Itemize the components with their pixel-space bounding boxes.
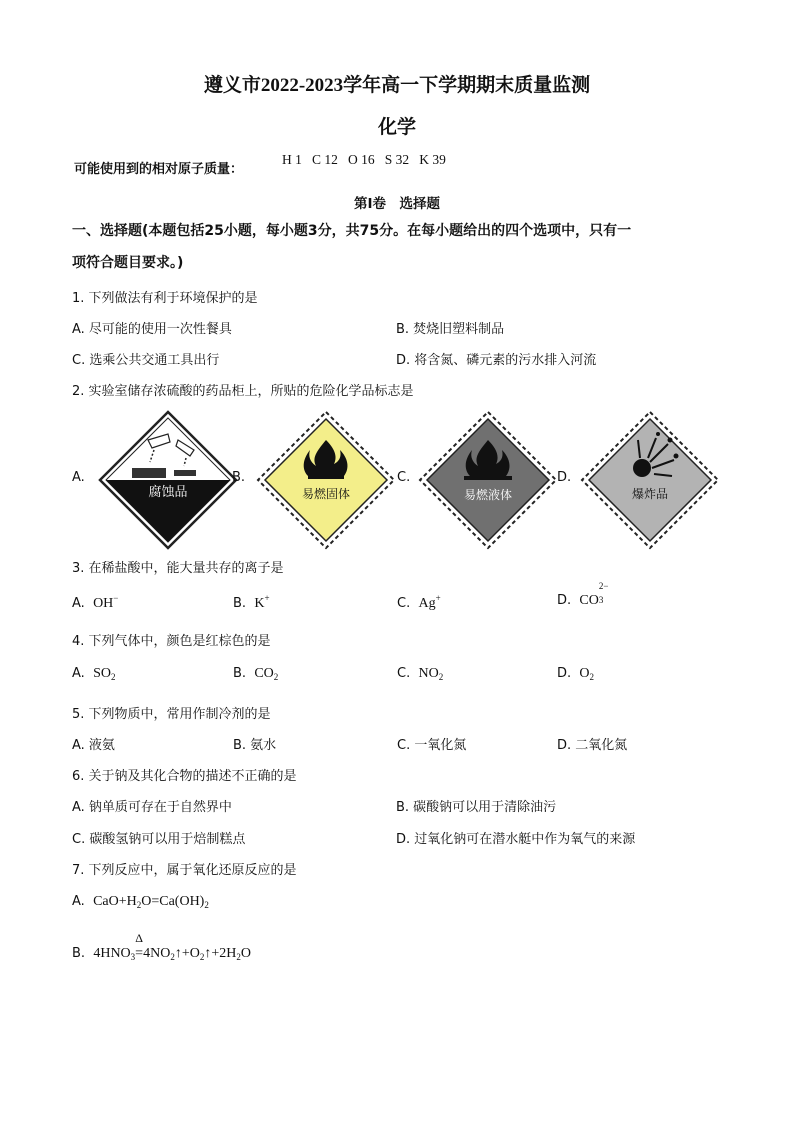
option-letter: A. <box>72 596 85 611</box>
explosive-hazard-icon <box>580 410 720 550</box>
equation-subscript: 3 <box>130 952 136 962</box>
heat-condition: Δ <box>135 931 143 945</box>
question-5-option-a[interactable]: A. 液氨 <box>72 738 115 753</box>
option-letter: D. <box>557 593 572 608</box>
equation-subscript: 2 <box>204 900 209 910</box>
flammable-liquid-sign[interactable] <box>418 410 558 550</box>
question-6-stem: 6. 关于钠及其化合物的描述不正确的是 <box>72 769 297 784</box>
equation-part: 4HNO <box>93 946 131 961</box>
equation-part: O <box>240 946 251 961</box>
subject-title: 化学 <box>377 116 416 138</box>
flammable-solid-hazard-icon <box>256 410 396 550</box>
equation-subscript: 2 <box>136 900 142 910</box>
gas-formula <box>579 666 594 681</box>
formula-charge: + <box>264 593 270 603</box>
option-letter: A. <box>72 894 85 909</box>
explosive-sign[interactable] <box>580 410 720 550</box>
formula-base: O <box>579 666 590 681</box>
question-5-stem: 5. 下列物质中，常用作制冷剂的是 <box>72 707 271 722</box>
formula-subscript: 2 <box>273 672 279 682</box>
question-3-stem: 3. 在稀盐酸中，能大量共存的离子是 <box>72 561 284 576</box>
question-7-stem: 7. 下列反应中，属于氧化还原反应的是 <box>72 863 297 878</box>
question-1-option-d[interactable]: D. 将含氮、磷元素的污水排入河流 <box>396 353 597 368</box>
equation-part: ↑+O <box>174 946 200 961</box>
question-4-stem: 4. 下列气体中，颜色是红棕色的是 <box>72 634 271 649</box>
question-4-option-c[interactable] <box>397 666 443 682</box>
section-instruction-line1: 一、选择题(本题包括25小题，每小题3分，共75分。在每小题给出的四个选项中，只有一 <box>72 223 632 239</box>
flammable-liquid-hazard-icon <box>418 410 558 550</box>
formula-charge: + <box>435 593 441 603</box>
question-3-option-c[interactable] <box>397 593 441 612</box>
question-1-stem: 1. 下列做法有利于环境保护的是 <box>72 291 258 306</box>
question-1-option-b[interactable]: B. 焚烧旧塑料制品 <box>396 322 505 337</box>
question-5-option-b[interactable]: B. 氨水 <box>233 738 277 753</box>
option-letter: D. <box>557 666 572 681</box>
question-7-option-a[interactable] <box>72 894 209 910</box>
ion-formula <box>579 581 612 608</box>
option-letter: C. <box>397 666 411 681</box>
heating-arrow: Δ = <box>135 931 144 961</box>
formula-base: Ag <box>418 596 436 611</box>
formula-subscript: 2 <box>438 672 444 682</box>
question-6-option-c[interactable]: C. 碳酸氢钠可以用于焙制糕点 <box>72 832 246 847</box>
question-4-option-d[interactable] <box>557 666 594 682</box>
equation-part: 4NO <box>143 946 171 961</box>
ion-formula <box>93 593 119 611</box>
question-6-option-b[interactable]: B. 碳酸钠可以用于清除油污 <box>396 800 557 815</box>
equation-part: O=Ca(OH) <box>141 894 205 909</box>
flammable-liquid-sign-label: 易燃液体 <box>463 488 513 502</box>
formula-subscript: 2 <box>589 672 595 682</box>
flammable-solid-sign[interactable] <box>256 410 396 550</box>
gas-formula <box>418 666 443 681</box>
question-5-option-d[interactable]: D. 二氧化氮 <box>557 738 628 753</box>
exam-title: 遵义市2022-2023学年高一下学期期末质量监测 <box>203 75 591 96</box>
equation-subscript: 2 <box>170 952 175 962</box>
formula-charge: − <box>113 593 119 603</box>
question-4-option-b[interactable] <box>233 666 278 682</box>
option-letter: B. <box>233 596 247 611</box>
atomic-mass-label: 可能使用到的相对原子质量： <box>74 162 244 177</box>
corrosive-sign[interactable] <box>98 410 238 550</box>
question-3-option-b[interactable] <box>233 593 270 612</box>
ion-formula <box>418 593 441 611</box>
option-letter: B. <box>72 946 86 961</box>
reaction-equation <box>93 931 251 962</box>
gas-formula <box>254 666 278 681</box>
question-2-option-a[interactable]: A. <box>72 470 85 485</box>
question-1-option-a[interactable]: A. 尽可能的使用一次性餐具 <box>72 322 232 337</box>
formula-base: OH <box>93 596 114 611</box>
section-title: 第Ⅰ卷 选择题 <box>353 196 441 212</box>
reaction-equation <box>93 894 209 909</box>
equation-part: ↑+2H <box>204 946 237 961</box>
equation-subscript: 2 <box>236 952 241 962</box>
question-2-option-c[interactable]: C. <box>397 470 411 485</box>
option-letter: C. <box>397 596 411 611</box>
formula-subscript: 2 <box>110 672 116 682</box>
option-letter: B. <box>233 666 247 681</box>
question-2-option-d[interactable]: D. <box>557 470 572 485</box>
question-5-option-c[interactable]: C. 一氧化氮 <box>397 738 467 753</box>
formula-base: SO <box>93 666 111 681</box>
question-2-option-b[interactable]: B. <box>232 470 246 485</box>
formula-charge: 2− <box>598 581 609 591</box>
corrosive-hazard-icon <box>98 410 238 550</box>
atomic-mass-values: H 1 C 12 O 16 S 32 K 39 <box>282 152 446 167</box>
formula-subscript: 3 <box>598 595 604 605</box>
formula-base: CO <box>254 666 274 681</box>
question-1-option-c[interactable]: C. 选乘公共交通工具出行 <box>72 353 220 368</box>
question-6-option-d[interactable]: D. 过氧化钠可在潜水艇中作为氧气的来源 <box>396 832 636 847</box>
equation-part: CaO+H <box>93 894 137 909</box>
equation-subscript: 2 <box>199 952 205 962</box>
question-3-option-a[interactable] <box>72 593 118 612</box>
section-instruction-line2: 项符合题目要求。) <box>72 255 184 271</box>
option-letter: A. <box>72 666 85 681</box>
question-4-option-a[interactable] <box>72 666 115 682</box>
explosive-sign-label: 爆炸品 <box>631 487 669 501</box>
formula-base: K <box>254 596 265 611</box>
question-7-option-b[interactable] <box>72 931 251 962</box>
question-2-stem: 2. 实验室储存浓硫酸的药品柜上，所贴的危险化学品标志是 <box>72 384 414 399</box>
formula-base: CO <box>579 593 599 608</box>
question-3-option-d[interactable] <box>557 581 613 609</box>
formula-base: NO <box>418 666 439 681</box>
question-6-option-a[interactable]: A. 钠单质可存在于自然界中 <box>72 800 232 815</box>
gas-formula <box>93 666 115 681</box>
flammable-solid-sign-label: 易燃固体 <box>301 487 351 501</box>
ion-formula <box>254 593 270 611</box>
corrosive-sign-label: 腐蚀品 <box>148 485 188 500</box>
